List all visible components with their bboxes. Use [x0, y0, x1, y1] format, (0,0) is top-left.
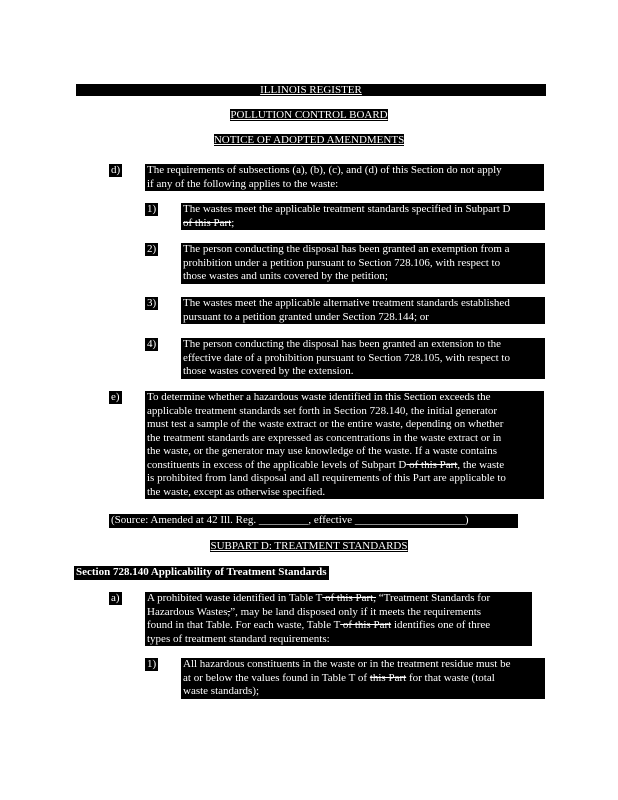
- subpart-heading: [0, 540, 618, 553]
- item-a1-number: 1): [147, 658, 157, 670]
- subsection-e-text: To determine whether a hazardous waste identified in this Section exceeds the applicable treatment standards set forth in Section 728.140, the initial generator must test a sample of the waste extract or the entire waste, depending on whether the treatment standards are expressed as concentrations in the waste extract or in the waste, or the generator may use knowledge of the waste. If a waste contains constituents in excess of the applicable levels of Subpart D of this Part, the waste is prohibited from land disposal and all requirements of this Part are applicable to the waste, except as otherwise specified.: [145, 391, 544, 499]
- source-note: (Source: Amended at 42 Ill. Reg. _________, effective ____________________): [109, 514, 518, 528]
- subsection-d-text: The requirements of subsections (a), (b), (c), and (d) of this Section do not apply if any of the following applies to the waste:: [145, 164, 544, 191]
- item-d4-number: 4): [147, 338, 157, 350]
- item-d2-number: 2): [147, 243, 157, 255]
- item-d4-text: The person conducting the disposal has been granted an extension to the effective date of a prohibition pursuant to Section 728.105, with respect to those wastes covered by the extension.: [181, 338, 545, 379]
- notice-header: [0, 134, 618, 147]
- board-title: POLLUTION CONTROL BOARD: [230, 109, 388, 121]
- item-d1-number: 1): [147, 203, 157, 215]
- item-a1-text: All hazardous constituents in the waste or in the treatment residue must be at or below the values found in Table T of this Part for that waste (total waste standards);: [181, 658, 545, 699]
- item-d1-text: The wastes meet the applicable treatment standards specified in Subpart D of this Part;: [181, 203, 545, 230]
- item-d3-number: 3): [147, 297, 157, 309]
- subsection-d-label: d): [111, 164, 121, 176]
- item-d2-text: The person conducting the disposal has been granted an exemption from a prohibition under a petition pursuant to Section 728.106, with respect to those wastes and units covered by the petition;: [181, 243, 545, 284]
- section-heading: Section 728.140 Applicability of Treatment Standards: [76, 566, 327, 578]
- subsection-e-label: e): [111, 391, 120, 403]
- register-title: ILLINOIS REGISTER: [260, 84, 362, 96]
- subpart-title: SUBPART D: TREATMENT STANDARDS: [210, 540, 408, 552]
- board-header: [0, 109, 618, 122]
- item-d3-text: The wastes meet the applicable alternative treatment standards established pursuant to a petition granted under Section 728.144; or: [181, 297, 545, 324]
- register-header: [76, 84, 546, 96]
- subsection-a-label: a): [111, 592, 120, 604]
- notice-title: NOTICE OF ADOPTED AMENDMENTS: [213, 134, 405, 146]
- subsection-a-text: A prohibited waste identified in Table T of this Part, “Treatment Standards for Hazardous Wastes,”, may be land disposed only if it meets the requirements found in that Table. For each waste, Table T of this Part identifies one of three types of treatment standard requirements:: [145, 592, 532, 646]
